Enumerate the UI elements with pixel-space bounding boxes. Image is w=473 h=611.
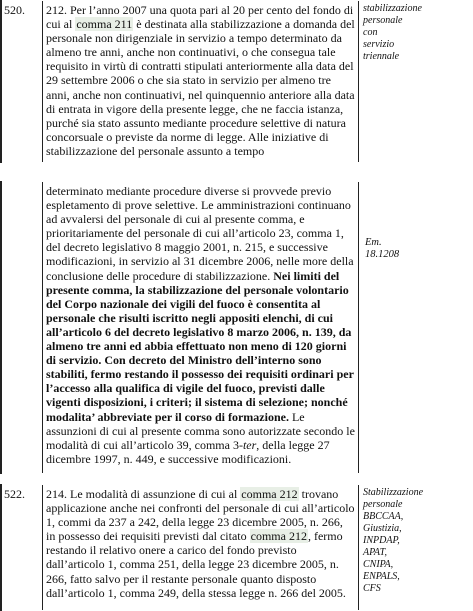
row-number: 522. bbox=[4, 487, 25, 501]
article-text: determinato mediante procedure diverse si provvede previo espletamento di prove selettive. Le amministrazioni continuano ad avvalersi del personale di cui al presente comma, e prioritariamente del personale di cui all’articolo 23, comma 1, del decreto legislativo 8 maggio 2001, n. 215, e successive modificazioni, in servizio al 31 dicembre 2006, nelle more della conclusione delle procedure di stabilizzazione. Nei limiti del presente comma, la stabilizzazione del personale volontario del Corpo nazionale dei vigili del fuoco è consentita al personale che risulti iscritto negli appositi elenchi, di cui all’articolo 6 del decreto legislativo 8 marzo 2006, n. 139, da almeno tre anni ed abbia effettuato non meno di 120 giorni di servizio. Con decreto del Ministro dell’interno sono stabiliti, fermo restando il possesso dei requisiti ordinari per l’accesso alla qualifica di vigile del fuoco, previsti dalle vigenti disposizioni, i criteri; il sistema di selezione; nonché modalita’ abbreviate per il corso di formazione. Le assunzioni di cui al presente comma sono autorizzate secondo le modalità di cui all’articolo 39, comma 3-ter, della legge 27 dicembre 1997, n. 449, e successive modificazioni. bbox=[46, 184, 355, 466]
table-row-522 bbox=[0, 484, 424, 611]
row-number-cell bbox=[1, 182, 43, 473]
bold-amendment-text: Nei limiti del presente comma, la stabilizzazione del personale volontario del Corpo nazionale dei vigili del fuoco è consentita al personale che risulti iscritto negli appositi elenchi, di cui all’articolo 6 del decreto legislativo 8 marzo 2006, n. 139, da almeno tre anni ed abbia effettuato non meno di 120 giorni di servizio. Con decreto del Ministro dell’interno sono stabiliti, fermo restando il possesso dei requisiti ordinari per l’accesso alla qualifica di vigile del fuoco, previsti dalle vigenti disposizioni, i criteri; il sistema di selezione; nonché modalita’ abbreviate per il corso di formazione. bbox=[46, 268, 354, 424]
article-text: 214. Le modalità di assunzione di cui al comma 212 trovano applicazione anche nei confronti del personale di cui all’articolo 1, commi da 237 a 242, della legge 23 dicembre 2005, n. 266, in possesso dei requisiti previsti dal citato comma 212, fermo restando il relativo onere a carico del fondo previsto dall’articolo 1, comma 251, della legge 23 dicembre 2005, n. 266, fatto salvo per il restante personale quanto disposto dall’articolo 1, comma 249, della stessa legge n. 266 del 2005. bbox=[46, 487, 355, 600]
comma-reference: comma 212 bbox=[250, 529, 307, 544]
note-cell: stabilizzazione personale con servizio triennale bbox=[363, 3, 422, 62]
article-text-cell bbox=[43, 485, 359, 610]
row-number-cell bbox=[1, 1, 43, 162]
table-row-continuation bbox=[0, 181, 400, 474]
article-text-cell bbox=[43, 182, 359, 473]
table-row-520 bbox=[0, 0, 422, 163]
note-cell: Stabilizzazione personale BBCCAA, Giustizia, INPDAP, APAT, CNIPA, ENPALS, CFS bbox=[363, 487, 424, 594]
note-cell bbox=[359, 182, 400, 473]
article-text: 212. Per l’anno 2007 una quota pari al 20 per cento del fondo di cui al comma 211 è destinata alla stabilizzazione a domanda del personale non dirigenziale in servizio a tempo determinato da almeno tre anni, anche non continuativi, o che consegua tale requisito in virtù di contratti stipulati anteriormente alla data del 29 settembre 2006 o che sia stato in servizio per almeno tre anni, anche non continuativi, nel quinquennio anteriore alla data di entrata in vigore della presente legge, che ne faccia istanza, purché sia stato assunto mediante procedure selettive di natura concorsuale o previste da norme di legge. Alle iniziative di stabilizzazione del personale assunto a tempo bbox=[46, 3, 355, 158]
margin-note: Em. 18.1208 bbox=[365, 237, 400, 260]
article-text-cell bbox=[43, 1, 359, 162]
comma-reference: comma 211 bbox=[76, 17, 133, 32]
row-number-cell bbox=[1, 485, 43, 610]
row-number: 520. bbox=[4, 3, 25, 17]
comma-reference: comma 212 bbox=[241, 487, 298, 501]
